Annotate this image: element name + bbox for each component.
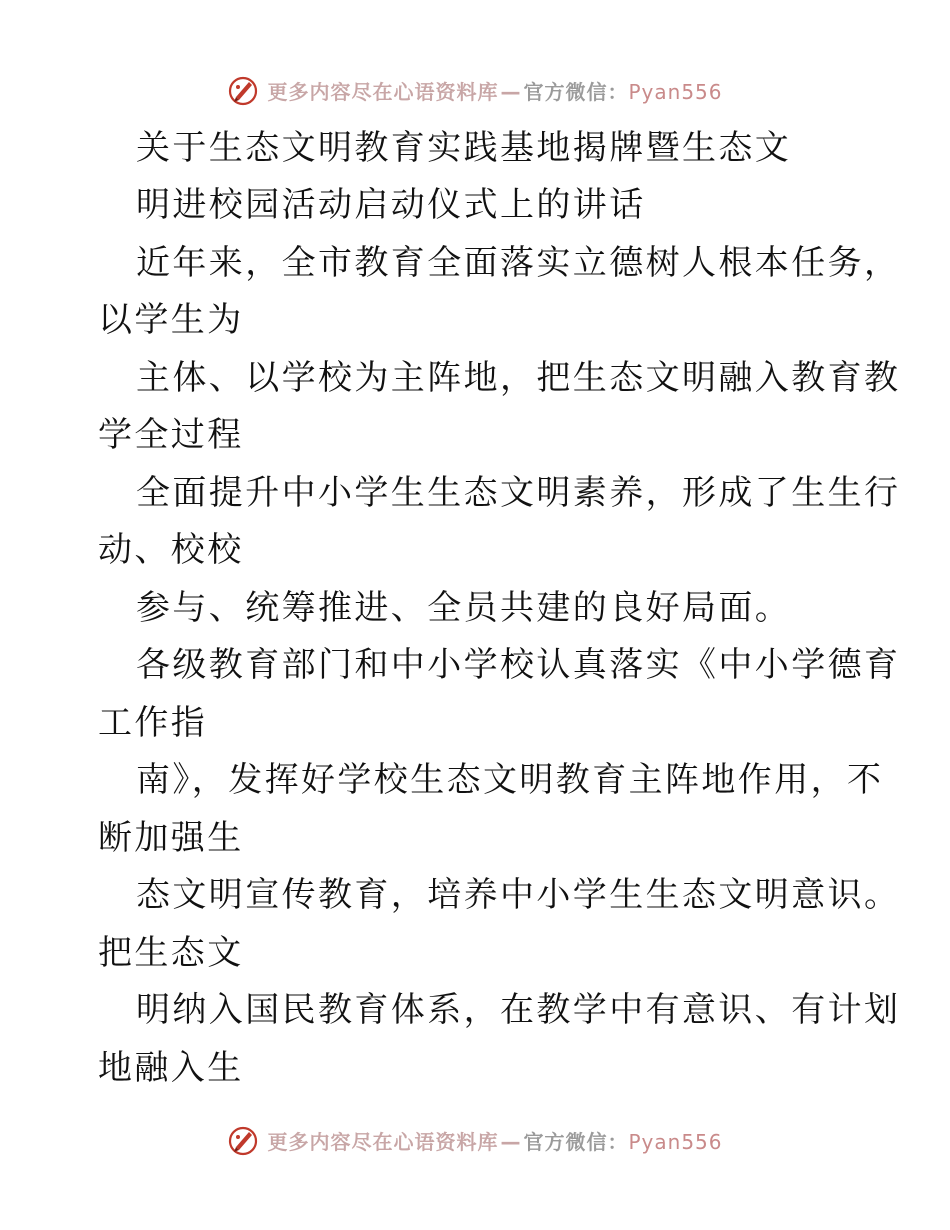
title-line-2: 明进校园活动启动仪式上的讲话 <box>136 185 646 225</box>
wechat-label: 官方微信： <box>523 79 629 104</box>
text-line: 近年来，全市教育全面落实立德树人根本任务， <box>136 243 901 283</box>
text-line: 把生态文 <box>98 933 244 973</box>
footer-banner <box>0 1120 950 1160</box>
text-line: 全面提升中小学生生态文明素养，形成了生生行 <box>136 473 901 513</box>
text-line: 明纳入国民教育体系，在教学中有意识、有计划 <box>136 990 901 1030</box>
text-line: 各级教育部门和中小学校认真落实《中小学德育 <box>136 645 901 685</box>
brand-text: 更多内容尽在心语资料库 <box>267 1129 499 1154</box>
footer-banner-text <box>267 1126 722 1155</box>
header-banner <box>0 70 950 110</box>
pen-logo-icon <box>227 1124 259 1156</box>
text-line: 断加强生 <box>98 818 244 858</box>
wechat-id: Pyan556 <box>628 79 723 104</box>
brand-text: 更多内容尽在心语资料库 <box>267 79 499 104</box>
text-line: 地融入生 <box>98 1048 244 1088</box>
wechat-label: 官方微信： <box>523 1129 629 1154</box>
wechat-id: Pyan556 <box>628 1129 723 1154</box>
separator: — <box>500 79 522 104</box>
text-line: 以学生为 <box>98 300 244 340</box>
text-line: 参与、统筹推进、全员共建的良好局面。 <box>136 588 792 628</box>
text-line: 工作指 <box>98 703 208 743</box>
pen-logo-icon <box>227 74 259 106</box>
text-line: 学全过程 <box>98 415 244 455</box>
text-line: 动、校校 <box>98 530 244 570</box>
text-line: 主体、以学校为主阵地，把生态文明融入教育教 <box>136 358 901 398</box>
header-banner-text <box>267 76 722 105</box>
text-line: 南》，发挥好学校生态文明教育主阵地作用，不 <box>136 760 884 800</box>
separator: — <box>500 1129 522 1154</box>
text-line: 态文明宣传教育，培养中小学生生态文明意识。 <box>136 875 901 915</box>
title-line-1: 关于生态文明教育实践基地揭牌暨生态文 <box>136 128 792 168</box>
